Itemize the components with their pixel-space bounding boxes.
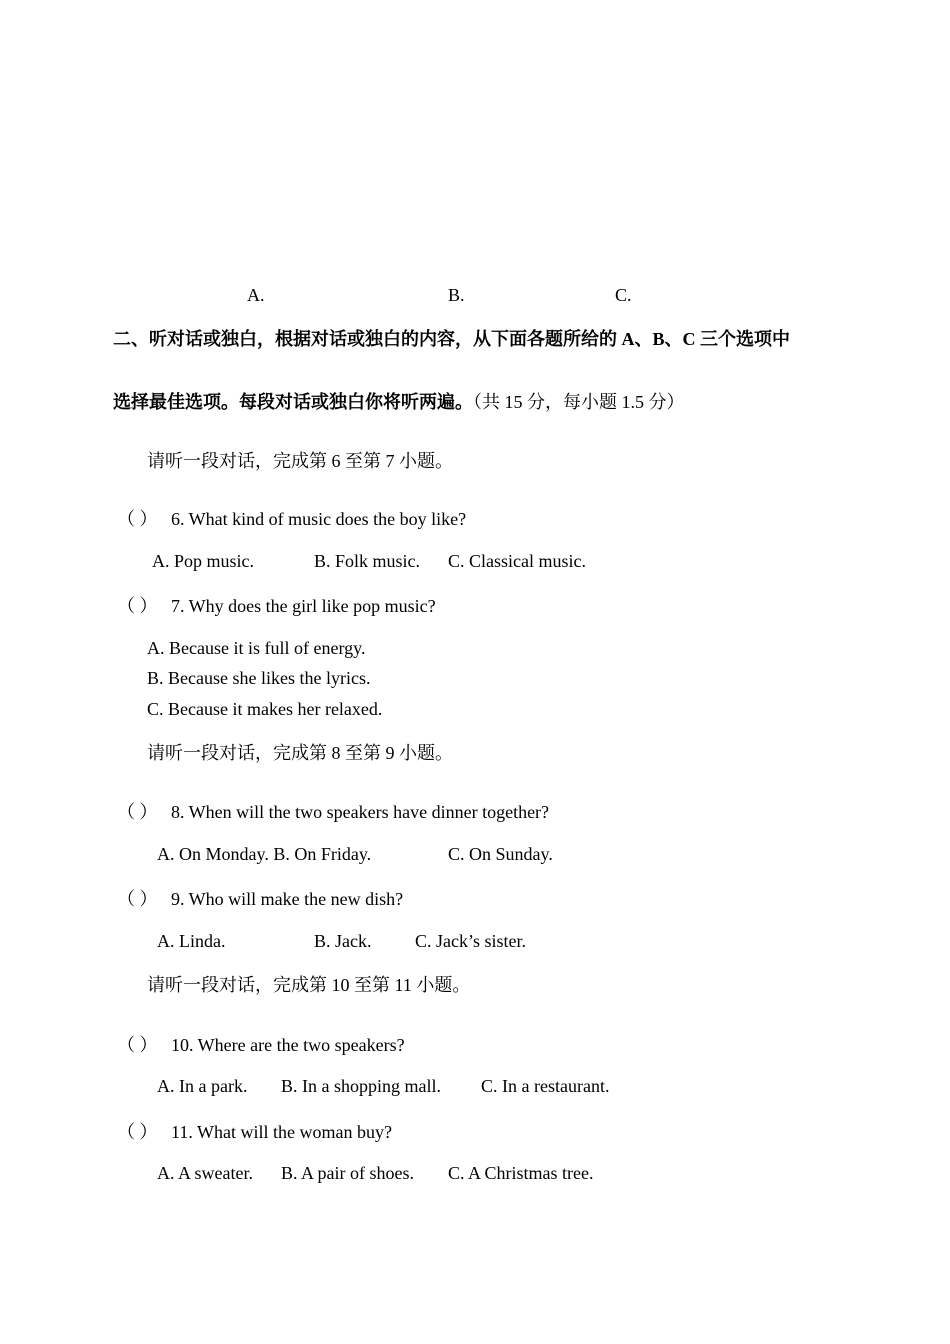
option-b: B. Folk music. [314,551,421,571]
option-c: C. Classical music. [448,551,586,571]
image-option-label-c: C. [615,285,632,305]
question-text: 6. What kind of music does the boy like? [171,509,467,529]
answer-bracket: （ ） [117,802,158,822]
section-heading-line1: 二、听对话或独白，根据对话或独白的内容，从下面各题所给的 A、B、C 三个选项中 [113,329,791,349]
question-text: 11. What will the woman buy? [171,1122,392,1142]
option-a: A. A sweater. [157,1163,253,1183]
option-b: B. A pair of shoes. [281,1163,414,1183]
group-intro: 请听一段对话，完成第 8 至第 9 小题。 [147,743,453,763]
question-text: 10. Where are the two speakers? [171,1035,405,1055]
group-intro: 请听一段对话，完成第 10 至第 11 小题。 [147,975,471,995]
image-option-label-a: A. [247,285,265,305]
option-ab: A. On Monday. B. On Friday. [157,844,372,864]
option-c: C. Because it makes her relaxed. [147,699,383,719]
answer-bracket: （ ） [117,1122,158,1142]
question-text: 7. Why does the girl like pop music? [171,596,436,616]
section-heading-score: （共 15 分，每小题 1.5 分） [473,392,685,412]
option-a: A. In a park. [157,1076,248,1096]
option-b: B. Because she likes the lyrics. [147,668,371,688]
option-c: C. In a restaurant. [481,1076,610,1096]
option-a: A. Linda. [157,931,226,951]
option-a: A. Because it is full of energy. [147,638,366,658]
section-heading-line2 [113,393,685,411]
group-intro: 请听一段对话，完成第 6 至第 7 小题。 [147,451,453,471]
option-c: C. On Sunday. [448,844,553,864]
question-text: 8. When will the two speakers have dinner together? [171,802,550,822]
option-c: C. A Christmas tree. [448,1163,594,1183]
answer-bracket: （ ） [117,596,158,616]
answer-bracket: （ ） [117,509,158,529]
option-b: B. Jack. [314,931,372,951]
section-heading-instruction: 选择最佳选项。每段对话或独白你将听两遍。 [113,392,473,412]
answer-bracket: （ ） [117,1035,158,1055]
question-text: 9. Who will make the new dish? [171,889,404,909]
option-b: B. In a shopping mall. [281,1076,441,1096]
option-a: A. Pop music. [152,551,255,571]
image-option-label-b: B. [448,285,465,305]
option-c: C. Jack’s sister. [415,931,526,951]
answer-bracket: （ ） [117,889,158,909]
